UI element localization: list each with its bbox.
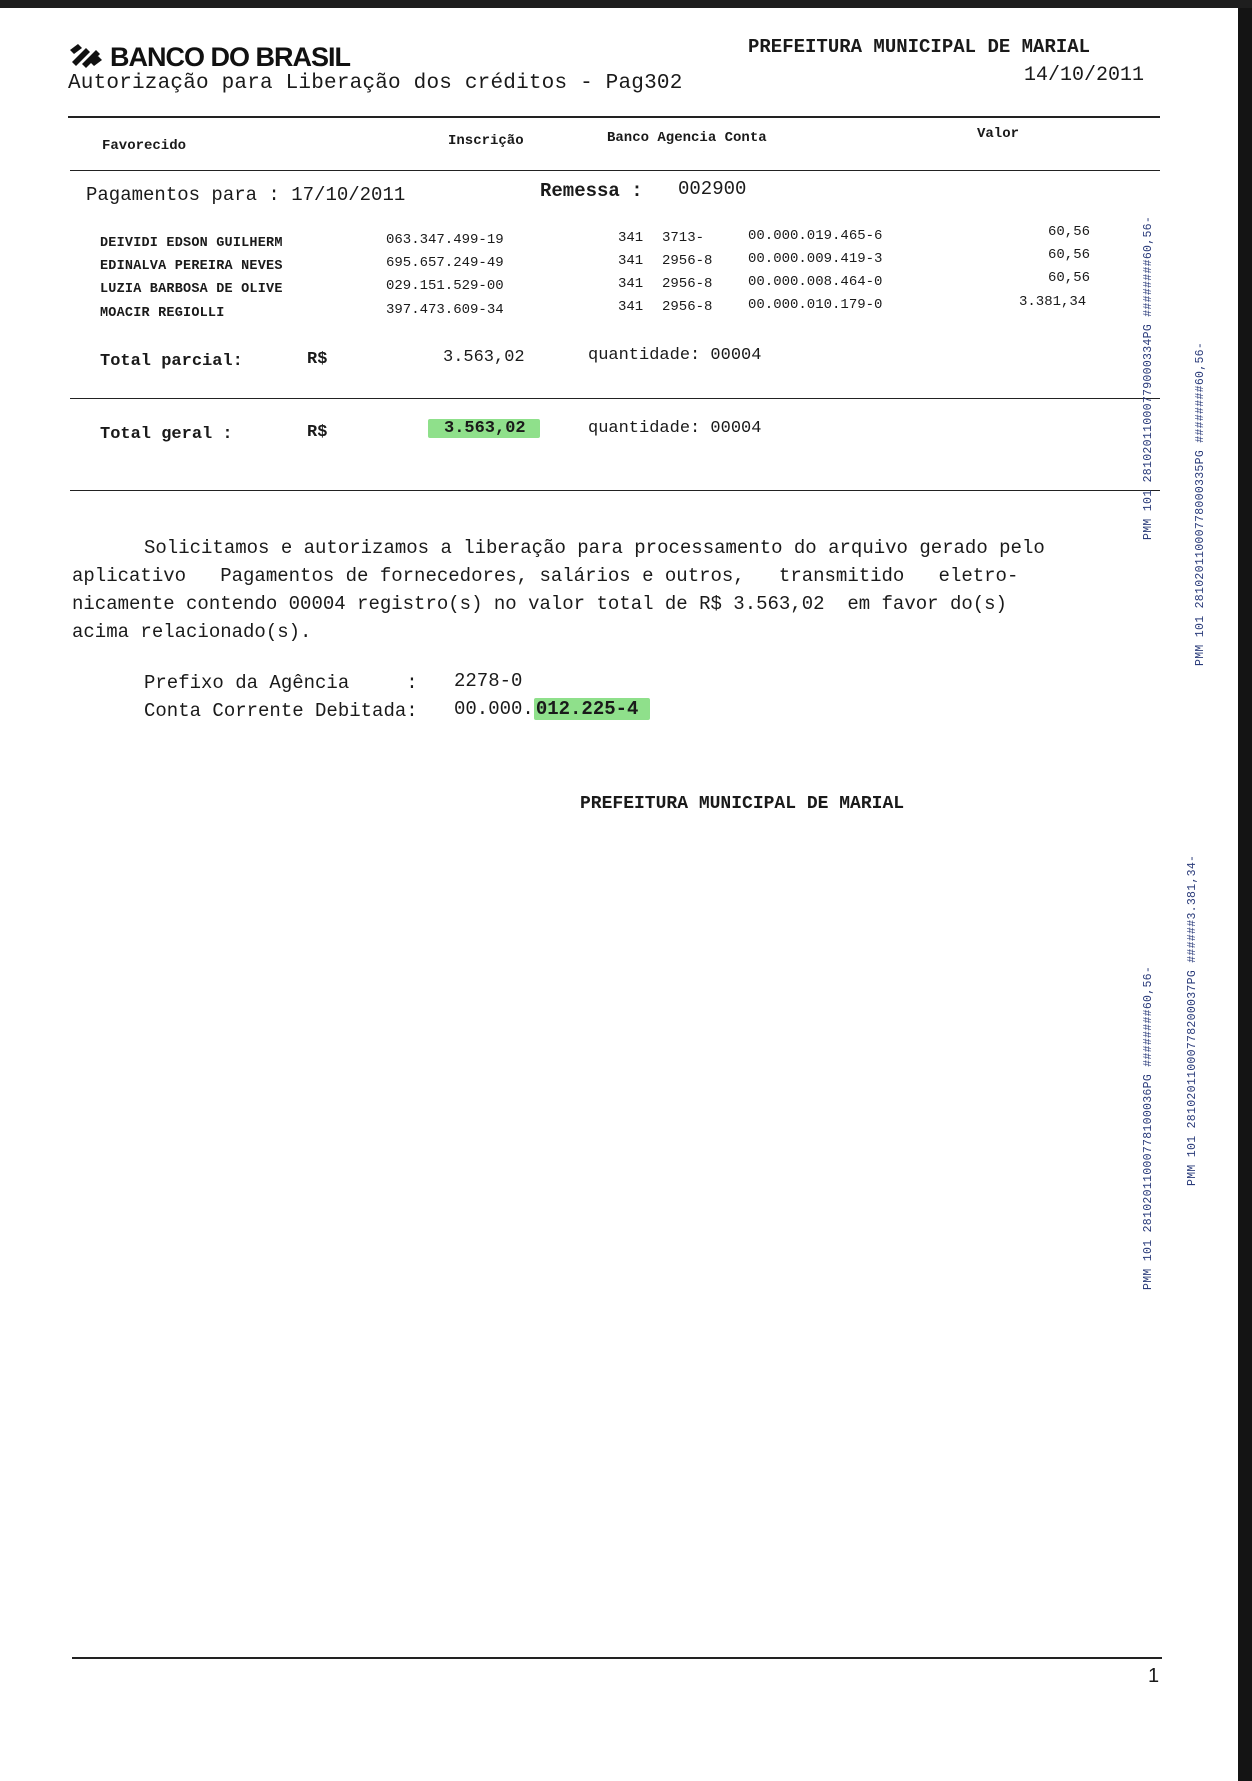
document-title: Autorização para Liberação dos créditos - Pag302 [68, 72, 683, 95]
total-geral-currency: R$ [307, 423, 328, 442]
footer-divider [72, 1657, 1162, 1659]
column-header-banco-agencia-conta: Banco Agencia Conta [607, 130, 767, 146]
row-agencia: 2956-8 [662, 253, 713, 269]
row-agencia: 3713- [662, 230, 705, 246]
row-inscricao: 029.151.529-00 [386, 278, 504, 294]
column-header-divider [70, 170, 1160, 171]
remessa-label: Remessa : [540, 180, 643, 202]
row-banco: 341 [618, 253, 644, 269]
row-agencia: 2956-8 [662, 299, 713, 315]
row-inscricao: 695.657.249-49 [386, 255, 504, 271]
row-conta: 00.000.019.465-6 [748, 228, 883, 244]
row-banco: 341 [618, 276, 644, 292]
side-stamp: PMM 101 28102011000778200037PG ######3.381,34- [1186, 854, 1199, 1186]
row-favorecido: EDINALVA PEREIRA NEVES [100, 259, 283, 274]
scan-edge [1238, 0, 1252, 1781]
column-header-favorecido: Favorecido [102, 138, 187, 154]
total-geral-divider [70, 490, 1160, 491]
side-stamp: PMM 101 28102011000778000335PG ########60,56- [1194, 341, 1207, 666]
conta-value-highlight: 012.225-4 [534, 698, 651, 720]
signature-organization: PREFEITURA MUNICIPAL DE MARIAL [580, 794, 905, 814]
total-geral-quantity: quantidade: 00004 [588, 419, 762, 438]
pagamentos-label: Pagamentos para : 17/10/2011 [86, 184, 406, 206]
document-date: 14/10/2011 [1024, 64, 1145, 87]
header-divider [68, 116, 1160, 118]
total-geral-value [428, 419, 540, 438]
prefixo-value: 2278-0 [454, 670, 523, 692]
row-inscricao: 397.473.609-34 [386, 302, 504, 318]
side-stamp: PMM 101 28102011000778100036PG ########60,56- [1142, 965, 1155, 1290]
row-favorecido: DEIVIDI EDSON GUILHERM [100, 236, 283, 251]
page-number: 1 [1148, 1665, 1160, 1687]
row-conta: 00.000.008.464-0 [748, 274, 883, 290]
organization-name: PREFEITURA MUNICIPAL DE MARIAL [748, 36, 1091, 58]
row-inscricao: 063.347.499-19 [386, 232, 504, 248]
conta-value-prefix: 00.000. [454, 698, 534, 720]
conta-label: Conta Corrente Debitada: [144, 700, 418, 722]
row-valor: 60,56 [1048, 247, 1091, 263]
total-parcial-currency: R$ [307, 350, 328, 369]
authorization-paragraph [72, 534, 1132, 646]
total-geral-value-highlight: 3.563,02 [428, 419, 540, 438]
bank-name: BANCO DO BRASIL [110, 42, 350, 72]
paragraph-line: acima relacionado(s). [72, 621, 312, 643]
bank-logo-icon [68, 42, 104, 75]
row-agencia: 2956-8 [662, 276, 713, 292]
row-valor: 3.381,34 [1019, 294, 1087, 310]
row-conta: 00.000.009.419-3 [748, 251, 883, 267]
paragraph-line: aplicativo Pagamentos de fornecedores, salários e outros, transmitido eletro- [72, 565, 1019, 587]
remessa-value: 002900 [678, 178, 747, 200]
total-parcial-quantity: quantidade: 00004 [588, 346, 762, 365]
total-geral-label: Total geral : [100, 425, 233, 444]
side-stamp: PMM 101 28102011000779000334PG ########60,56- [1142, 215, 1155, 540]
paragraph-line: nicamente contendo 00004 registro(s) no valor total de R$ 3.563,02 em favor do(s) [72, 593, 1007, 615]
scan-edge-top [0, 0, 1252, 8]
row-banco: 341 [618, 230, 644, 246]
row-valor: 60,56 [1048, 224, 1091, 240]
prefixo-label: Prefixo da Agência : [144, 672, 418, 694]
bank-logo [68, 42, 350, 75]
row-valor: 60,56 [1048, 270, 1091, 286]
paragraph-line: Solicitamos e autorizamos a liberação para processamento do arquivo gerado pelo [144, 537, 1045, 559]
conta-value [454, 698, 650, 720]
column-header-inscricao: Inscrição [448, 133, 524, 149]
row-favorecido: LUZIA BARBOSA DE OLIVE [100, 282, 283, 297]
row-conta: 00.000.010.179-0 [748, 297, 883, 313]
total-parcial-label: Total parcial: [100, 352, 243, 371]
total-parcial-divider [70, 398, 1160, 399]
column-header-valor: Valor [977, 126, 1020, 142]
row-banco: 341 [618, 299, 644, 315]
row-favorecido: MOACIR REGIOLLI [100, 306, 225, 321]
total-parcial-value: 3.563,02 [443, 348, 525, 367]
